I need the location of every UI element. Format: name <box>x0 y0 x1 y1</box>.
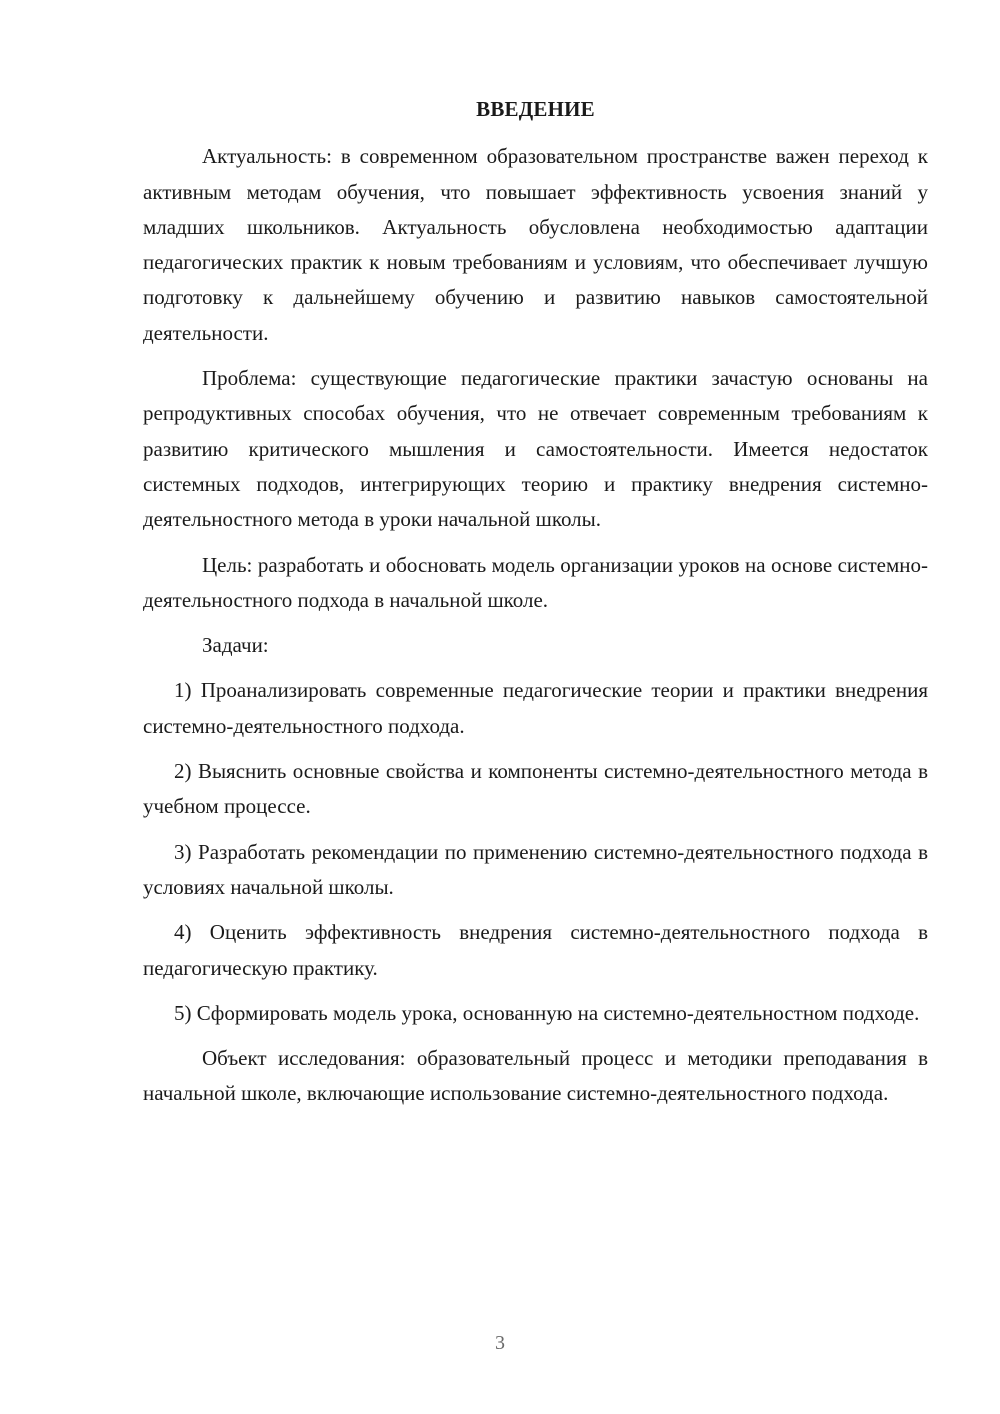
section-title: ВВЕДЕНИЕ <box>476 97 595 121</box>
relevance-paragraph: Актуальность: в современном образовательном пространстве важен переход к активным методам обучения, что повышает эффективность усвоения знаний у младших школьников. Актуальность обусловлена необходимостью адаптации педагогических практик к новым требованиям и условиям, что обеспечивает лучшую подготовку к дальнейшему обучению и развитию навыков самостоятельной деятельности. <box>143 144 928 345</box>
task-item: 3) Разработать рекомендации по применению системно-деятельностного подхода в условиях начальной школы. <box>143 839 928 899</box>
object-paragraph: Объект исследования: образовательный процесс и методики преподавания в начальной школе, включающие использование системно-деятельностного подхода. <box>143 1046 928 1106</box>
task-item: 2) Выяснить основные свойства и компоненты системно-деятельностного метода в учебном процессе. <box>143 759 928 819</box>
task-item: 4) Оценить эффективность внедрения системно-деятельностного подхода в педагогическую практику. <box>143 920 928 980</box>
problem-paragraph: Проблема: существующие педагогические практики зачастую основаны на репродуктивных способах обучения, что не отвечает современным требованиям к развитию критического мышления и самостоятельности. Имеется недостаток системных подходов, интегрирующих теорию и практику внедрения системно-деятельностного метода в уроки начальной школы. <box>143 366 928 532</box>
page-number: 3 <box>495 1332 505 1354</box>
tasks-label: Задачи: <box>202 633 269 658</box>
task-item: 5) Сформировать модель урока, основанную на системно-деятельностном подходе. <box>174 1000 920 1025</box>
goal-paragraph: Цель: разработать и обосновать модель организации уроков на основе системно-деятельностного подхода в начальной школе. <box>143 552 928 612</box>
task-item: 1) Проанализировать современные педагогические теории и практики внедрения системно-деятельностного подхода. <box>143 678 928 738</box>
document-page <box>143 92 928 1122</box>
